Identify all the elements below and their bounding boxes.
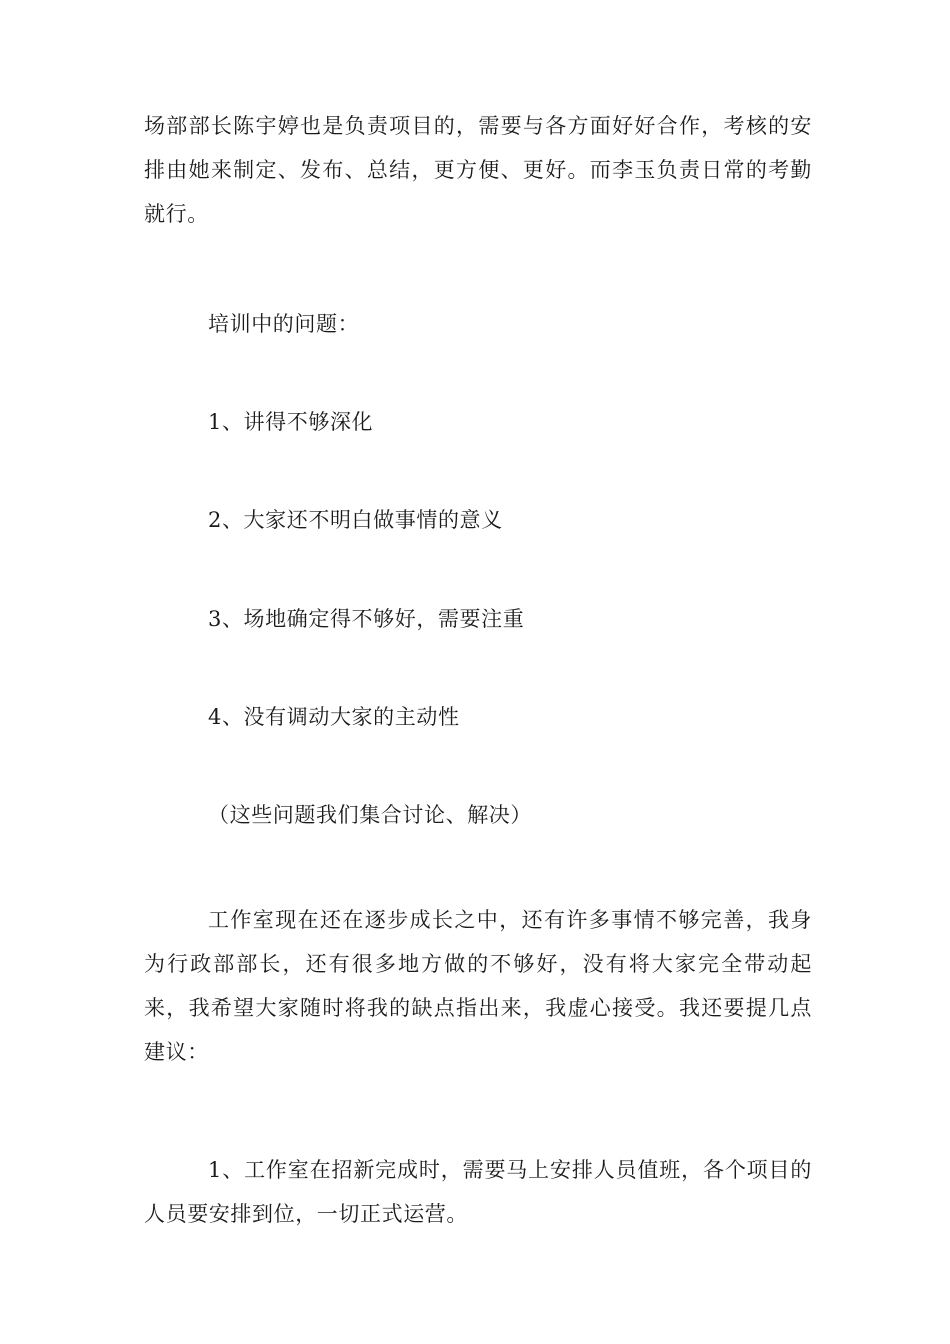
- paragraph-self-reflection: 工作室现在还在逐步成长之中，还有许多事情不够完善，我身为行政部部长，还有很多地方做的不够好，没有将大家完全带动起来，我希望大家随时将我的缺点指出来，我虚心接受。我还要提几点建议：: [144, 908, 812, 1064]
- paragraph-responsibilities: 场部部长陈宇婷也是负责项目的，需要与各方面好好合作，考核的安排由她来制定、发布、总结，更方便、更好。而李玉负责日常的考勤就行。: [144, 114, 812, 226]
- list-item-problem-1: 1、讲得不够深化: [208, 410, 374, 434]
- heading-training-problems: 培训中的问题：: [208, 312, 360, 336]
- list-item-problem-3: 3、场地确定得不够好，需要注重: [208, 607, 525, 631]
- note-discussion: （这些问题我们集合讨论、解决）: [208, 803, 532, 827]
- list-item-problem-2: 2、大家还不明白做事情的意义: [208, 508, 503, 532]
- list-item-suggestion-1: 1、工作室在招新完成时，需要马上安排人员值班，各个项目的人员要安排到位，一切正式运营。: [144, 1158, 812, 1226]
- list-item-problem-4: 4、没有调动大家的主动性: [208, 705, 460, 729]
